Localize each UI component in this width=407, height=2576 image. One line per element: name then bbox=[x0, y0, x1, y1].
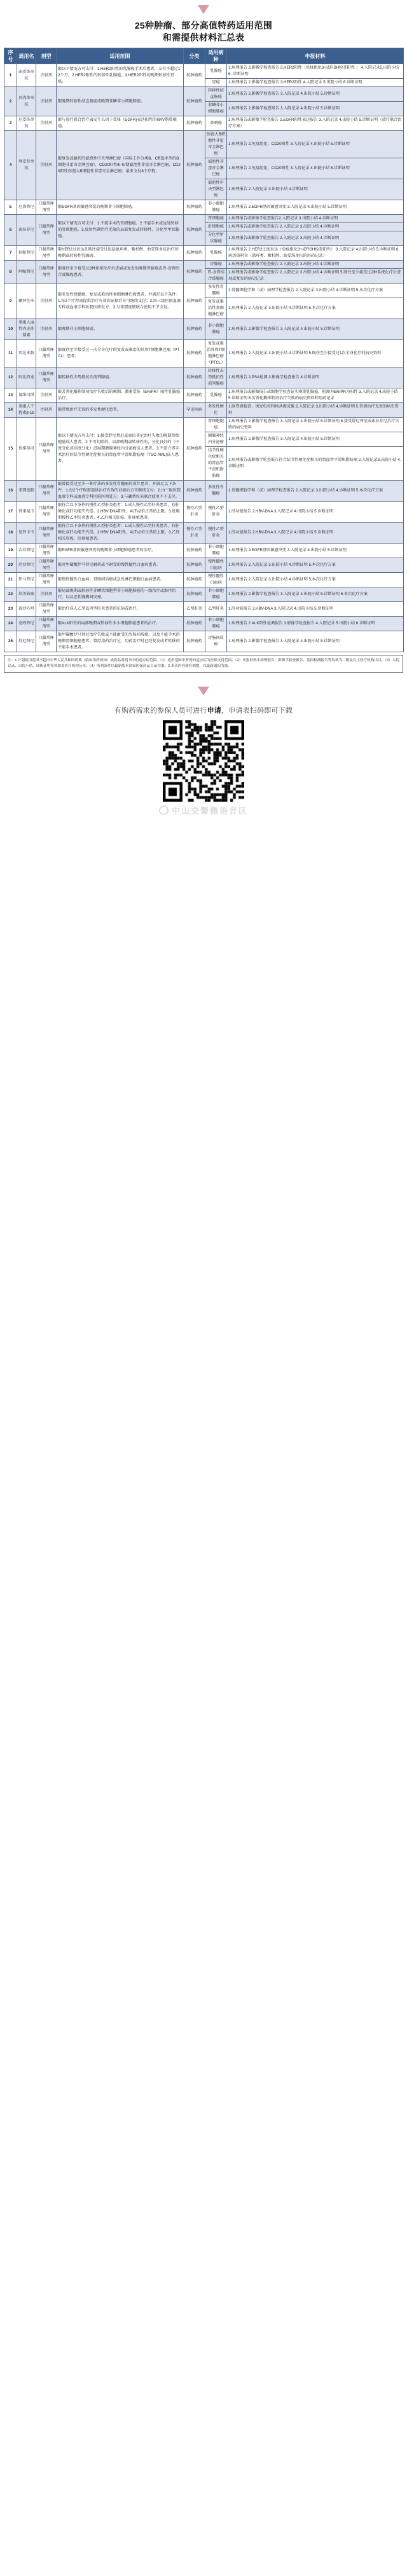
drug-name-cell: 克唑替尼 bbox=[17, 617, 36, 631]
table-row bbox=[4, 523, 404, 544]
materials-cell: 1.病理报告 2.入院记录 3.出院小结 4.诊断证明 5.本次化疗方案 bbox=[227, 298, 404, 319]
dosage-form-cell: 口服常释剂型 bbox=[36, 502, 57, 523]
category-cell: 抗肿瘤药 bbox=[184, 573, 205, 587]
drug-name-cell: 培美曲塞 bbox=[17, 587, 36, 602]
table-row bbox=[4, 558, 404, 573]
scope-cell: 限以下情况方可支付：1.不能手术的肾细胞癌。2.不能手术或远处转移的肝细胞癌。3.放射性碘治疗无效的局部复发或转移性、分化型甲状腺癌。 bbox=[57, 215, 184, 246]
watermark-text: 中山交警微语音区 bbox=[171, 806, 248, 816]
drug-no-cell: 5 bbox=[4, 200, 17, 215]
disease-cell: 肾细胞癌 bbox=[205, 215, 227, 223]
category-cell: 乙型肝炎 bbox=[184, 602, 205, 617]
table-footnote: 注：1.计划使用范围不超出中华人民共和国药典（临床用药须知）或药品说明书中的适应症范围。（1）适用范围中所列的适应症为医保支付范围。（2）申报材料中病理报告、影像学检查报告、基因检测报告等均须为二级及以上医疗机构出具。（3）入院记录、出院小结、诊断证明等须加盖医疗机构公章。（4）所列条件以最新版本国家医保药品目录为准。2.本表内容如有调整，以最新通知为准。 bbox=[4, 655, 403, 673]
table-row bbox=[4, 200, 404, 215]
dosage-form-cell: 口服常释剂型 bbox=[36, 617, 57, 631]
drug-no-cell: 2 bbox=[4, 87, 17, 116]
drug-no-cell: 17 bbox=[4, 502, 17, 523]
scope-cell: 限局部晚期或转移性非鳞状细胞型非小细胞肺癌的一线治疗或维持治疗，以及恶性胸膜间皮瘤。 bbox=[57, 587, 184, 602]
dosage-form-cell: 口服常释剂型 bbox=[36, 558, 57, 573]
drug-scope-table bbox=[4, 48, 404, 652]
drug-no-cell: 25 bbox=[4, 631, 17, 652]
disease-cell: 非小细胞肺癌 bbox=[205, 319, 227, 340]
category-cell: 抗肿瘤药 bbox=[184, 544, 205, 558]
table-row bbox=[4, 418, 404, 432]
drug-name-cell: 依维莫司 bbox=[17, 418, 36, 481]
scope-cell: 限曾接受过至少一种疗法的多发性骨髓瘤的成年患者，并满足以下条件：1.每2个疗程需提供治疗有效的证据后方可继续支付；2.由三级医院血液专科或血液专科医院医师处方；3.与硼替佐米联合使用不予支付。 bbox=[57, 481, 184, 502]
drug-no-cell: 15 bbox=[4, 418, 17, 481]
category-cell: 罕见疾病 bbox=[184, 403, 205, 418]
col-header-name: 通用名 bbox=[17, 48, 36, 64]
disease-cell: 慢性髓性白血病 bbox=[205, 558, 227, 573]
materials-cell: 1.骨髓细胞学和（或）病理学检查报告 2.入院记录 3.出院小结 4.诊断证明 5.本次化疗方案 bbox=[227, 481, 404, 502]
drug-name-cell: 达沙替尼 bbox=[17, 558, 36, 573]
table-row bbox=[4, 403, 404, 418]
disease-cell: 非鳞非小细胞肺癌 bbox=[205, 102, 227, 116]
col-header-no: 序号 bbox=[4, 48, 17, 64]
materials-cell: 1.病理报告 2.影像学检查报告 3.入院记录 4.出院小结 5.诊断证明 6.接受舒尼替尼或索拉非尼治疗失败的病史资料 bbox=[227, 418, 404, 432]
col-header-materials: 申报材料 bbox=[227, 48, 404, 64]
materials-cell: 1.病理报告或影像学检查报告 2.EGFR阳性表达报告 3.入院记录 4.出院小结 5.诊断证明（放疗联合治疗方案） bbox=[227, 116, 404, 131]
table-header-row bbox=[4, 48, 404, 64]
drug-no-cell: 22 bbox=[4, 587, 17, 602]
scope-cell: 限ALK阳性的局部晚期或转移性非小细胞肺癌患者的治疗。 bbox=[57, 617, 184, 631]
category-cell: 抗肿瘤药 bbox=[184, 64, 205, 87]
drug-name-cell: 吉非替尼 bbox=[17, 544, 36, 558]
category-cell: 抗肿瘤药 bbox=[184, 587, 205, 602]
table-row bbox=[4, 544, 404, 558]
materials-cell: 1.病理报告 2.入院记录 3.出院小结 4.诊断证明 bbox=[227, 179, 404, 200]
dosage-form-cell: 口服常释剂型 bbox=[36, 418, 57, 481]
disease-cell: 鼻咽癌 bbox=[205, 116, 227, 131]
disease-cell: 慢性乙型肝炎 bbox=[205, 523, 227, 544]
drug-name-cell: 拉帕替尼 bbox=[17, 246, 36, 261]
materials-cell: 1.病理报告或影像学检查报告符合结节性硬化症相关的肾血管平滑肌脂肪瘤 2.入院记录3.出院小结 4.诊断证明 bbox=[227, 447, 404, 481]
materials-cell: 1.骨髓细胞学和（或）病理学检查报告 2.入院记录 3.出院小结 4.诊断证明 5.本次化疗方案 bbox=[227, 284, 404, 298]
triangle-down-icon bbox=[198, 687, 209, 695]
materials-cell: 1.肝功能报告 2.HBV-DNA 3.入院记录 4.出院小结 5.诊断证明 bbox=[227, 602, 404, 617]
dosage-form-cell: 口服常释剂型 bbox=[36, 367, 57, 388]
scope-cell: 限对甲磺酸伊马替尼耐药或不耐受的慢性髓性白血病患者。 bbox=[57, 558, 184, 573]
drug-no-cell: 19 bbox=[4, 544, 17, 558]
scope-cell: 限以下情况方可支付：1.接受舒尼替尼或索拉非尼治疗失败的晚期肾细胞癌成人患者。2.不可切除的、局部晚期或转移性的、分化良好的（中度分化或高度分化）进展期胰腺神经内分泌瘤成人患者。3.不需立即手术治疗的结节性硬化症相关的肾血管平滑肌脂肪瘤（TSC-AML)成人患者。 bbox=[57, 418, 184, 481]
table-row bbox=[4, 502, 404, 523]
disease-cell: 滤泡性中央型淋巴瘤 bbox=[205, 179, 227, 200]
disease-cell: 肝细胞癌 bbox=[205, 223, 227, 231]
table-row bbox=[4, 631, 404, 652]
document-page bbox=[0, 0, 407, 826]
materials-cell: 1.病理报告 2.影像学检查报告 3.入院记录 4.出院小结 5.诊断证明 bbox=[227, 87, 404, 102]
disease-cell: 肾细胞胞癌 bbox=[205, 418, 227, 432]
dosage-form-cell: 注射剂 bbox=[36, 388, 57, 403]
disease-cell: 胃-食管结合部腺癌 bbox=[205, 269, 227, 284]
dosage-form-cell: 注射剂 bbox=[36, 319, 57, 340]
scope-cell: 限常规治疗无效的多发性硬化患者。 bbox=[57, 403, 184, 418]
drug-name-cell: 重组人干扰素β-1b bbox=[17, 403, 36, 418]
drug-name-cell: 厄洛替尼 bbox=[17, 200, 36, 215]
category-cell: 慢性乙型肝炎 bbox=[184, 502, 205, 523]
watermark bbox=[0, 804, 407, 826]
materials-cell: 1.病理报告或影像学检查报告 2.入院记录 3.出院小结 4.诊断证明 5.既往至少接受过2种系统化疗后进展或复发的病史记录 bbox=[227, 269, 404, 284]
disease-cell: 非小细胞肺癌 bbox=[205, 200, 227, 215]
scope-cell: 限EGFR基因敏感突变的晚期非小细胞肺癌。 bbox=[57, 200, 184, 215]
table-row bbox=[4, 617, 404, 631]
materials-cell: 1.病理报告 2.影像学检查报告 3.HER2阳性 4.入院记录 5.出院小结 6.诊断证明 bbox=[227, 79, 404, 87]
disease-cell: 结节性硬化症相关的肾血管平滑肌脂肪瘤 bbox=[205, 447, 227, 481]
scope-cell: 限转移性去势抵抗性前列腺癌。 bbox=[57, 367, 184, 388]
col-header-scope: 适用范围 bbox=[57, 48, 184, 64]
triangle-down-icon bbox=[198, 5, 209, 14]
disease-cell: 多发性硬化 bbox=[205, 403, 227, 418]
disease-cell: 胃癌 bbox=[205, 79, 227, 87]
disease-cell: 转移性去势抵抗性前列腺癌 bbox=[205, 367, 227, 388]
category-cell: 抗肿瘤药 bbox=[184, 319, 205, 340]
materials-cell: 1.病理报告 2.影像学检查报告 3.HER2阳性（免疫组化3+或FISH检查阳性 ） 4.入院记录5.出院小结 6. 诊断证明 bbox=[227, 64, 404, 79]
materials-cell: 1.病理报告 2.入院记录 3.出院小结 4.诊断证明 5.既往至少接受过1次全身化疗的病史资料 bbox=[227, 340, 404, 367]
dosage-form-cell: 注射剂 bbox=[36, 64, 57, 87]
disease-cell: 慢性髓性白血病 bbox=[205, 573, 227, 587]
table-row bbox=[4, 587, 404, 602]
drug-name-cell: 贝伐珠单抗 bbox=[17, 87, 36, 116]
footer-text-prefix: 有购药需求的参保人员可进行 bbox=[114, 707, 207, 715]
materials-cell: 1.病理报告 2.ALK阳性检测报告 3.影像学检查报告 4.入院记录 5.出院小结 6.诊断证明 bbox=[227, 617, 404, 631]
footer-text-suffix: ，申请表扫码即可下载 bbox=[221, 707, 293, 715]
scope-cell: 限甲磺酸伊马替尼治疗失败或不能耐受的胃肠间质瘤，以及不能手术的晚期肾细胞癌患者。曾经用药治疗过，用药治疗时已经复发或者转移的不能手术患者。 bbox=[57, 631, 184, 652]
table-row bbox=[4, 367, 404, 388]
dosage-form-cell: 口服常释剂型 bbox=[36, 481, 57, 502]
table-row bbox=[4, 116, 404, 131]
page-footer bbox=[0, 673, 407, 826]
category-cell: 抗肿瘤药 bbox=[184, 87, 205, 116]
disease-cell: 乳腺癌 bbox=[205, 64, 227, 79]
drug-no-cell: 13 bbox=[4, 388, 17, 403]
drug-name-cell: 西达本胺 bbox=[17, 340, 36, 367]
dosage-form-cell: 口服常释剂型 bbox=[36, 340, 57, 367]
drug-name-cell: 恩替卡韦 bbox=[17, 523, 36, 544]
disease-cell: 非小细胞肺癌 bbox=[205, 617, 227, 631]
materials-cell: 1.病理报告或影像学检查报告 2.入院记录 3.出院小结 4.诊断证明 bbox=[227, 223, 404, 231]
category-cell: 抗肿瘤药 bbox=[184, 200, 205, 215]
scope-cell: 限以下情况方可支付：1.HER2阳性的乳腺癌手术后患者，支付不超过12个月。2.HER2阳性的转移性乳腺癌。3.HER2阳性的晚期转移性胃癌。 bbox=[57, 64, 184, 87]
drug-no-cell: 20 bbox=[4, 558, 17, 573]
dosage-form-cell: 口服常释剂型 bbox=[36, 631, 57, 652]
drug-name-cell: 利妥昔单抗 bbox=[17, 131, 36, 200]
disease-cell: 弥漫大B细胞性非霍奇金淋巴瘤 bbox=[205, 131, 227, 158]
drug-no-cell: 12 bbox=[4, 367, 17, 388]
col-header-disease: 适用病种 bbox=[205, 48, 227, 64]
materials-cell: 1.病理报告 2.影像学检查报告 3.入院记录 4.出院小结 5.诊断证明 6.本次化疗方案 bbox=[227, 587, 404, 602]
disease-cell: 非小细胞肺癌 bbox=[205, 544, 227, 558]
disease-cell: 滤泡性非霍奇金淋巴瘤 bbox=[205, 158, 227, 179]
drug-name-cell: 来那度胺 bbox=[17, 481, 36, 502]
dosage-form-cell: 口服常释剂型 bbox=[36, 215, 57, 246]
category-cell: 抗肿瘤药 bbox=[184, 617, 205, 631]
disease-cell: 乙型肝炎 bbox=[205, 602, 227, 617]
disease-cell: 胃腺癌 bbox=[205, 261, 227, 269]
drug-no-cell: 8 bbox=[4, 261, 17, 284]
disease-cell: 转移性结直肠癌 bbox=[205, 87, 227, 102]
category-cell: 抗肿瘤药 bbox=[184, 246, 205, 261]
materials-cell: 1.病理报告 2.PSA检测 3.影像学检查报告 4.诊断证明 bbox=[227, 367, 404, 388]
category-cell: 抗肿瘤药 bbox=[184, 215, 205, 246]
table-row bbox=[4, 246, 404, 261]
table-row bbox=[4, 131, 404, 158]
dosage-form-cell: 注射剂 bbox=[36, 403, 57, 418]
drug-name-cell: 舒尼替尼 bbox=[17, 631, 36, 652]
category-cell: 抗肿瘤药 bbox=[184, 418, 205, 481]
footer-message bbox=[0, 699, 407, 720]
disease-cell: 非小细胞肺癌 bbox=[205, 587, 227, 602]
materials-cell: 1.病理报告 2.HER2过度表达（免疫组化3+或FISH检查阳性） 3.入院记录 4.出院小结 5.诊断证明 6.病历资料含（蒽环类、紫杉醇、曲妥珠单抗的用药记录） bbox=[227, 246, 404, 261]
scope-cell: 限多发性骨髓瘤、复发或难治性套细胞淋巴瘤患者，并满足以下条件：1.每2个疗程需提供治疗有效的证据后方可继续支付；2.由三级医院血液专科或血液专科医院医师处方；3.与来那度胺联合使用不予支付。 bbox=[57, 284, 184, 319]
table-row bbox=[4, 319, 404, 340]
category-cell: 抗肿瘤药 bbox=[184, 261, 205, 284]
disease-cell: 多发性骨髓瘤 bbox=[205, 284, 227, 298]
materials-cell: 1.病理报告 2.入院记录 3.出院小结 4.诊断证明 5.本次化疗方案 bbox=[227, 573, 404, 587]
col-header-cat: 分类 bbox=[184, 48, 205, 64]
disease-cell: 慢性乙型肝炎 bbox=[205, 502, 227, 523]
scope-cell: 限符合以下条件的慢性乙型肝炎患者：1.成人慢性乙型肝炎患者，有肝硬化或肝功能失代偿。2.HBV DNA阳性，ALT≥2倍正常值上限。3.妊娠期慢性乙型肝炎患者。4.乙肝相关肝癌、肝移植患者。 bbox=[57, 502, 184, 523]
materials-cell: 1.病理报告 2.免疫组化：CD20阳性 3.入院记录 4.出院小结 5.诊断证明 bbox=[227, 131, 404, 158]
materials-cell: 1.病理报告或影像学检查报告 2.入院记录 3.出院小结 4.诊断证明 bbox=[227, 261, 404, 269]
disease-cell: 胰腺神经内分泌瘤 bbox=[205, 432, 227, 447]
dosage-form-cell: 注射剂 bbox=[36, 587, 57, 602]
drug-no-cell: 6 bbox=[4, 215, 17, 246]
dosage-form-cell: 注射剂 bbox=[36, 131, 57, 200]
table-row bbox=[4, 388, 404, 403]
table-row bbox=[4, 87, 404, 102]
drug-name-cell: 曲妥珠单抗 bbox=[17, 64, 36, 87]
drug-no-cell: 7 bbox=[4, 246, 17, 261]
qr-code-icon[interactable] bbox=[163, 720, 244, 802]
scope-cell: 限复发或耐药的滤泡性中央型淋巴瘤（国际工作分类B、C和D亚型的B细胞非霍奇金淋巴瘤），CD20阳性III-IV期滤泡性非霍奇金淋巴瘤，CD20阳性弥漫大B细胞性非霍奇金淋巴瘤；最多支付8个疗程。 bbox=[57, 131, 184, 200]
scope-cell: 限既往至少接受过2种系统化疗后进展或复发的晚期胃腺癌或胃-食管结合部腺癌患者。 bbox=[57, 261, 184, 284]
drug-no-cell: 1 bbox=[4, 64, 17, 87]
materials-cell: 1.病理报告或影像学检查报告 2.入院记录 3.出院小结 4.诊断证明 bbox=[227, 231, 404, 246]
scope-cell: 限治疗成人乙型或丙型肝炎患者的抗病毒治疗。 bbox=[57, 602, 184, 617]
table-row bbox=[4, 261, 404, 269]
dosage-form-cell: 注射剂 bbox=[36, 284, 57, 319]
drug-no-cell: 14 bbox=[4, 403, 17, 418]
scope-cell: 限符合以下条件的慢性乙型肝炎患者：1.成人慢性乙型肝炎患者，有肝硬化或肝功能失代偿。2.HBV DNA阳性，ALT≥2倍正常值上限。3.乙肝相关肝癌、肝移植患者。 bbox=[57, 523, 184, 544]
dosage-form-cell: 口服常释剂型 bbox=[36, 523, 57, 544]
category-cell: 抗肿瘤药 bbox=[184, 367, 205, 388]
drug-no-cell: 9 bbox=[4, 284, 17, 319]
drug-no-cell: 18 bbox=[4, 523, 17, 544]
scope-cell: 限HER2过表达且既往接受过包括蒽环类、紫杉醇、曲妥珠单抗治疗的晚期或转移性乳腺癌。 bbox=[57, 246, 184, 261]
drug-no-cell: 16 bbox=[4, 481, 17, 502]
scope-cell: 限芳香化酶抑制剂治疗失败后的晚期、激素受体（ER/PR）阳性乳腺癌治疗。 bbox=[57, 388, 184, 403]
category-cell: 抗肿瘤药 bbox=[184, 340, 205, 367]
scope-cell: 限晚期非小细胞肺癌。 bbox=[57, 319, 184, 340]
disease-cell: 复发或难治外周T细胞淋巴瘤（PTCL） bbox=[205, 340, 227, 367]
drug-no-cell: 3 bbox=[4, 116, 17, 131]
dosage-form-cell: 口服常释剂型 bbox=[36, 544, 57, 558]
materials-cell: 1.病理报告 2.影像学检查报告 3.入院记录 4.出院小结 5.诊断证明 bbox=[227, 432, 404, 447]
materials-cell: 1.病理报告 2.影像学检查报告 3.入院记录 4.出院小结 5.诊断证明 bbox=[227, 102, 404, 116]
materials-cell: 1.病理报告 2.影像学检查报告 3.入院记录 4.出院小结 5.诊断证明 bbox=[227, 319, 404, 340]
materials-cell: 1.病理报告 2.影像学检查报告 3.入院记录 4.出院小结 5.诊断证明 bbox=[227, 631, 404, 652]
disease-cell: 乳腺癌 bbox=[205, 388, 227, 403]
drug-name-cell: 替诺福韦 bbox=[17, 502, 36, 523]
dosage-form-cell: 口服常释剂型 bbox=[36, 261, 57, 284]
disease-cell: 复发或难治性套细胞淋巴瘤 bbox=[205, 298, 227, 319]
footer-text-bold: 申请 bbox=[207, 707, 221, 715]
disease-cell: 多发性骨髓瘤 bbox=[205, 481, 227, 502]
scope-cell: 限既往至少接受过一次全身化疗的复发或难治的外周T细胞淋巴瘤（PTCL）患者。 bbox=[57, 340, 184, 367]
table-row bbox=[4, 284, 404, 298]
materials-cell: 1.病理报告 2.EGFR基因敏感突变 3.入院记录 4.出院小结 5.诊断证明 bbox=[227, 200, 404, 215]
drug-name-cell: 索拉非尼 bbox=[17, 215, 36, 246]
category-cell: 抗肿瘤药 bbox=[184, 558, 205, 573]
dosage-form-cell: 口服常释剂型 bbox=[36, 246, 57, 261]
table-row bbox=[4, 64, 404, 79]
drug-name-cell: 尼妥珠单抗 bbox=[17, 116, 36, 131]
category-cell: 慢性乙型肝炎 bbox=[184, 523, 205, 544]
drug-name-cell: 福沙匹坦 bbox=[17, 602, 36, 617]
col-header-form: 剂型 bbox=[36, 48, 57, 64]
drug-no-cell: 10 bbox=[4, 319, 17, 340]
dosage-form-cell: 注射剂 bbox=[36, 87, 57, 116]
dosage-form-cell: 注射剂 bbox=[36, 116, 57, 131]
drug-name-cell: 阿帕替尼 bbox=[17, 261, 36, 284]
table-row bbox=[4, 215, 404, 223]
scope-cell: 限晚期转移性结直肠癌或晚期非鳞非小细胞肺癌。 bbox=[57, 87, 184, 116]
scope-cell: 限慢性髓性白血病、胃肠间质瘤或急性淋巴细胞白血病患者。 bbox=[57, 573, 184, 587]
drug-no-cell: 23 bbox=[4, 602, 17, 617]
scope-cell: 限与放疗联合治疗表皮生长因子受体（EGFR)表达阳性的III/IV期鼻咽癌。 bbox=[57, 116, 184, 131]
table-row bbox=[4, 340, 404, 367]
materials-cell: 1.病理报告或影像学检查报告2.入院记录 3.出院小结 4.诊断证明 bbox=[227, 215, 404, 223]
drug-no-cell: 24 bbox=[4, 617, 17, 631]
materials-cell: 1.病理报告或影像报告或细胞学检查证实晚期乳腺癌，检测为ER/PR为阳性 3.入院记录 4.出院小结 5.诊断证明 6.芳香化酶抑制剂治疗失败的病史资料和用药记录 bbox=[227, 388, 404, 403]
table-body bbox=[4, 64, 404, 652]
table-row bbox=[4, 602, 404, 617]
title-line-1: 25种肿瘤、部分高值特药适用范围 bbox=[134, 20, 273, 31]
dosage-form-cell: 口服常释剂型 bbox=[36, 602, 57, 617]
qr-code-container[interactable] bbox=[0, 720, 407, 804]
dosage-form-cell: 口服常释剂型 bbox=[36, 200, 57, 215]
table-header bbox=[4, 48, 404, 64]
materials-cell: 1.肝功能报告 2.HBV-DNA 3.入院记录 4.出院小结 5.诊断证明 bbox=[227, 502, 404, 523]
scope-cell: 限EGFR基因敏感突变的晚期非小细胞肺癌患者的治疗。 bbox=[57, 544, 184, 558]
category-cell: 抗肿瘤药 bbox=[184, 481, 205, 502]
materials-cell: 1.脑脊液检查、诱发电位和核共振成像 2.入院记录 3.出院小结 4.诊断证明 5.常规治疗无效的病史资料 bbox=[227, 403, 404, 418]
disease-cell: 乳腺癌 bbox=[205, 246, 227, 261]
top-marker bbox=[0, 0, 407, 17]
page-title bbox=[0, 17, 407, 48]
title-line-2: 和需提供材料汇总表 bbox=[162, 32, 245, 43]
drug-no-cell: 4 bbox=[4, 131, 17, 200]
materials-cell: 1.病理报告 2.入院记录 3.出院小结 4.诊断证明 5.本次化疗方案 bbox=[227, 558, 404, 573]
disease-cell: 分化型甲状腺癌 bbox=[205, 231, 227, 246]
table-row bbox=[4, 573, 404, 587]
drug-no-cell: 21 bbox=[4, 573, 17, 587]
category-cell: 抗肿瘤药 bbox=[184, 284, 205, 319]
materials-cell: 1.肝功能报告 2.HBV-DNA 3.入院记录 4.出院小结 5.诊断证明 bbox=[227, 523, 404, 544]
category-cell: 抗肿瘤药 bbox=[184, 388, 205, 403]
drug-name-cell: 氟维司群 bbox=[17, 388, 36, 403]
drug-name-cell: 硼替佐米 bbox=[17, 284, 36, 319]
drug-no-cell: 11 bbox=[4, 340, 17, 367]
weibo-logo-icon bbox=[159, 805, 169, 815]
disease-cell: 胃肠间质瘤 bbox=[205, 631, 227, 652]
drug-name-cell: 阿比特龙 bbox=[17, 367, 36, 388]
table-row bbox=[4, 481, 404, 502]
category-cell: 抗肿瘤药 bbox=[184, 131, 205, 200]
drug-name-cell: 伊马替尼 bbox=[17, 573, 36, 587]
dosage-form-cell: 口服常释剂型 bbox=[36, 573, 57, 587]
category-cell: 抗肿瘤药 bbox=[184, 631, 205, 652]
materials-cell: 1.病理报告 2.EGFR基因敏感突变 3.入院记录 4.出院小结 5.诊断证明 bbox=[227, 544, 404, 558]
drug-name-cell: 重组人血管内皮抑制素 bbox=[17, 319, 36, 340]
category-cell: 抗肿瘤药 bbox=[184, 116, 205, 131]
materials-cell: 1.病理报告 2.免疫组化：CD20阳性 3.入院记录 4.出院小结 5.诊断证明 bbox=[227, 158, 404, 179]
